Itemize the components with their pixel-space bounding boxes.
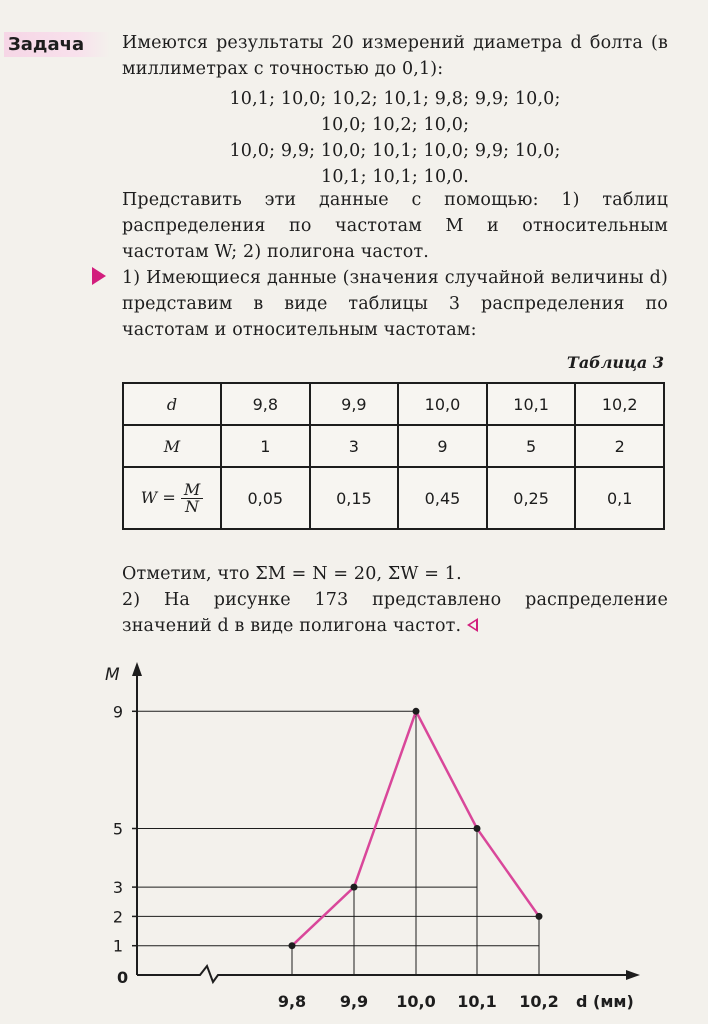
y-tick-label: 9 — [112, 702, 123, 722]
row-label-d: d — [123, 383, 221, 425]
table-cell: 10,0 — [398, 383, 487, 425]
w-fraction-denominator: N — [185, 496, 199, 516]
y-axis-label: M — [105, 665, 120, 685]
data-point — [413, 708, 420, 715]
end-marker-icon — [467, 618, 478, 632]
y-tick-label: 2 — [112, 907, 123, 927]
row-label-m: M — [123, 425, 221, 467]
x-tick-label: 9,9 — [339, 992, 369, 1011]
origin-label: 0 — [117, 968, 129, 987]
table-cell: 2 — [575, 425, 664, 467]
table-cell: 0,05 — [221, 467, 310, 529]
table-cell: 10,1 — [487, 383, 576, 425]
table-cell: 5 — [487, 425, 576, 467]
task-intro: Имеются результаты 20 измерений диаметра d болта (в миллиметрах с точностью до 0,1): — [122, 33, 668, 79]
data-point — [351, 884, 358, 891]
data-point — [536, 913, 543, 920]
x-tick-label: 10,1 — [457, 992, 497, 1011]
task-label: Задача — [4, 32, 110, 57]
x-tick-label: 9,8 — [277, 992, 307, 1011]
table-cell: 0,15 — [310, 467, 399, 529]
measurement-data — [122, 86, 668, 190]
w-fraction-numerator: M — [181, 482, 203, 499]
y-tick-label: 1 — [112, 936, 123, 956]
table-cell: 9 — [398, 425, 487, 467]
table-cell: 1 — [221, 425, 310, 467]
x-axis — [137, 966, 632, 982]
task-instruction: Представить эти данные с помощью: 1) таблиц распределения по частотам M и относительным частотам W; 2) полигона частот. — [122, 190, 668, 262]
solution-step2: 2) На рисунке 173 представлено распределение значений d в виде полигона частот. — [122, 590, 668, 636]
x-tick-label: 10,0 — [396, 992, 436, 1011]
table-row-m — [123, 425, 664, 467]
distribution-table — [122, 382, 665, 530]
table-cell: 9,9 — [310, 383, 399, 425]
table-cell: 3 — [310, 425, 399, 467]
data-point — [474, 825, 481, 832]
solution-marker-icon — [92, 267, 106, 285]
data-line: 10,0; 9,9; 10,0; 10,1; 10,0; 9,9; 10,0; — [229, 141, 561, 161]
frequency-polygon-chart — [0, 640, 708, 1024]
y-tick-label: 3 — [112, 878, 123, 898]
data-line: 10,0; 10,2; 10,0; — [320, 115, 470, 135]
data-line: 10,1; 10,1; 10,0. — [321, 167, 469, 187]
y-tick-label: 5 — [112, 819, 123, 839]
table-cell: 10,2 — [575, 383, 664, 425]
row-label-w — [123, 467, 221, 529]
solution-notes — [122, 561, 668, 639]
x-axis-arrow-icon — [626, 970, 640, 980]
table-cell: 9,8 — [221, 383, 310, 425]
table-caption: Таблица 3 — [566, 353, 664, 372]
x-tick-label: 10,2 — [519, 992, 559, 1011]
table-cell: 0,25 — [487, 467, 576, 529]
w-prefix: W = — [140, 487, 176, 507]
data-line: 10,1; 10,0; 10,2; 10,1; 9,8; 9,9; 10,0; — [229, 89, 561, 109]
w-fraction — [181, 479, 203, 516]
sum-note: Отметим, что ΣM = N = 20, ΣW = 1. — [122, 564, 462, 584]
table-cell: 0,45 — [398, 467, 487, 529]
y-axis-arrow-icon — [132, 662, 142, 676]
x-axis-label: d (мм) — [576, 992, 634, 1011]
data-point — [289, 942, 296, 949]
table-row-w — [123, 467, 664, 529]
table-row-d — [123, 383, 664, 425]
table-cell: 0,1 — [575, 467, 664, 529]
solution-step1: 1) Имеющиеся данные (значения случайной величины d) представим в виде таблицы 3 распределения по частотам и относительным частотам: — [122, 268, 668, 340]
